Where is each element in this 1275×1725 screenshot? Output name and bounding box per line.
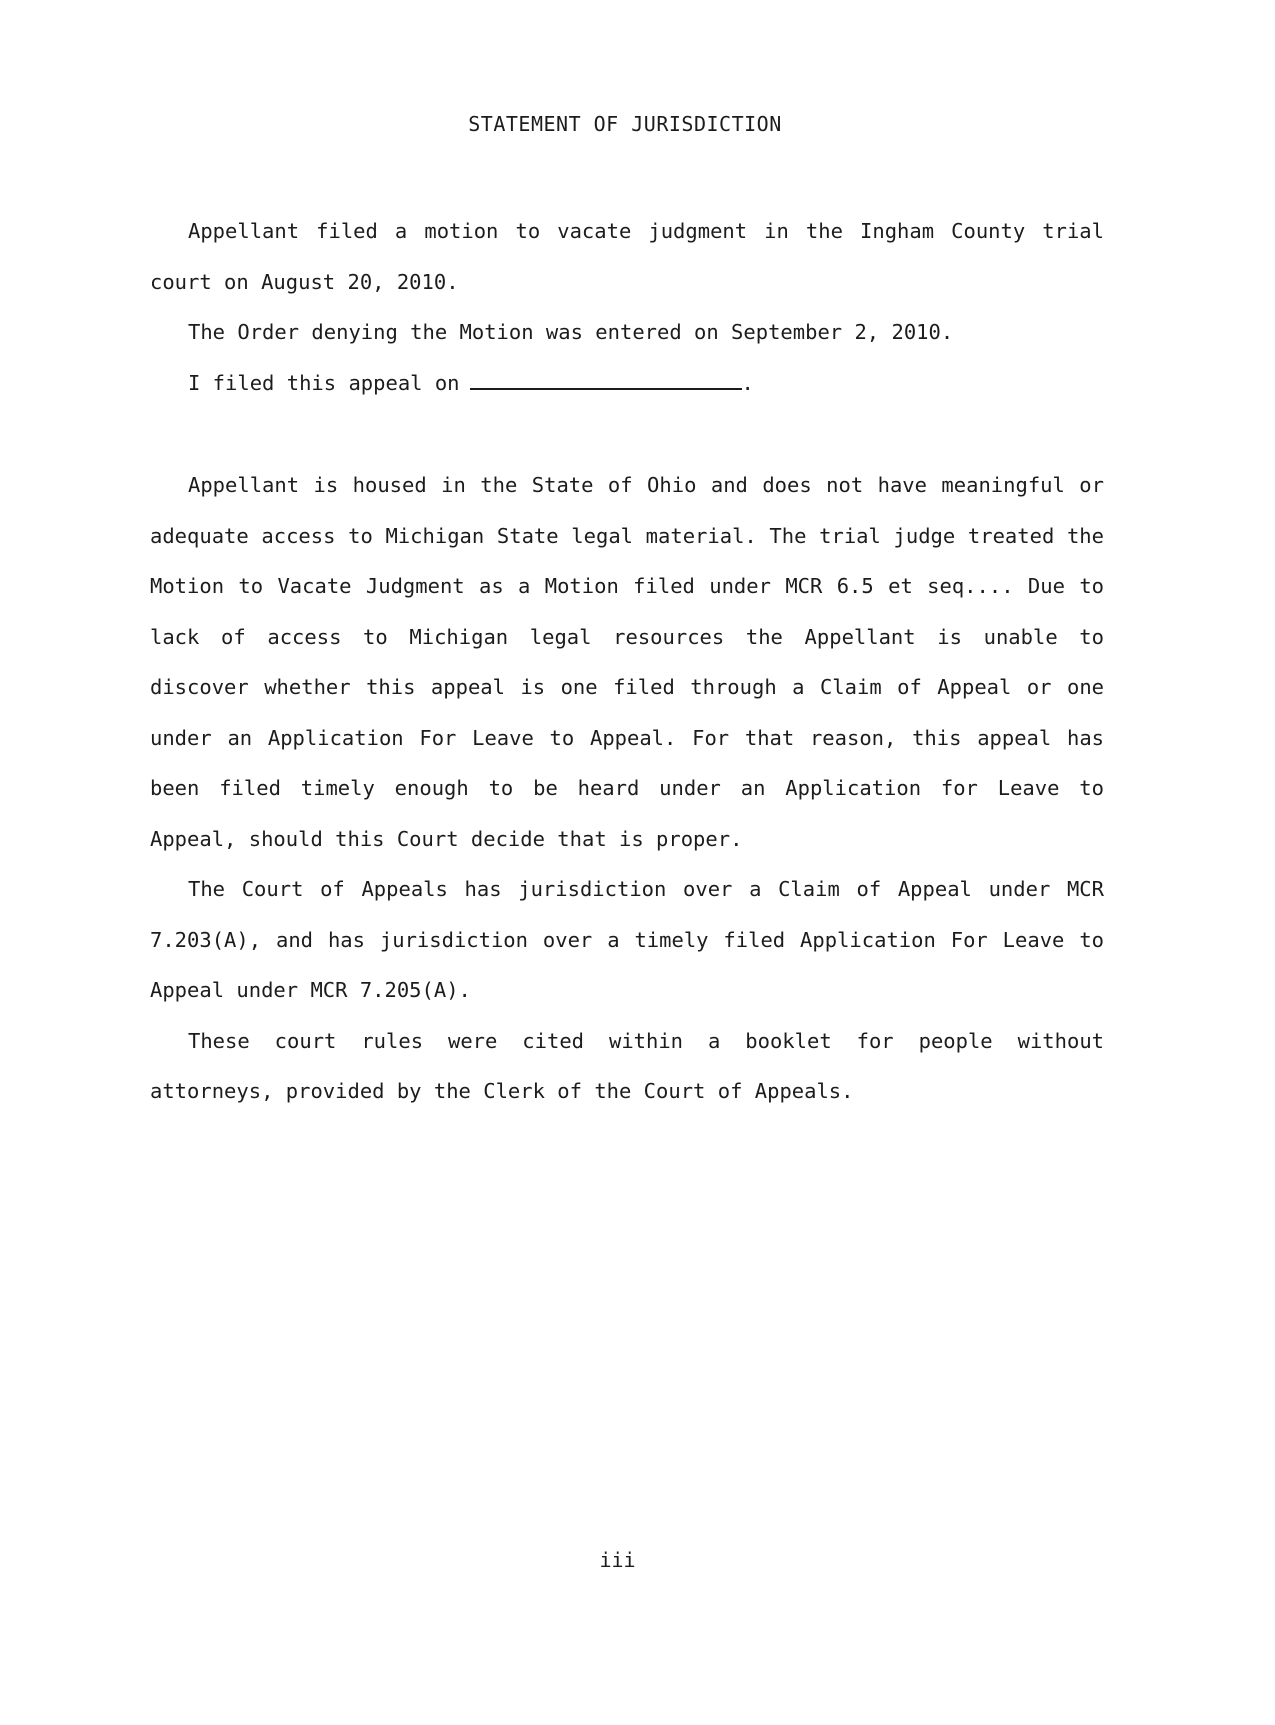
jurisdiction-explanation (150, 460, 1104, 1117)
filing-history (150, 206, 1104, 408)
page-title: STATEMENT OF JURISDICTION (468, 112, 782, 136)
motion-filed-paragraph: Appellant filed a motion to vacate judgment in the Ingham County trial court on August 20, 2010. (150, 219, 1104, 294)
appeal-date-blank-line (470, 370, 742, 390)
appeal-filed-period: . (741, 370, 754, 395)
page-number: iii (599, 1548, 636, 1572)
court-rules-source-paragraph: These court rules were cited within a booklet for people without attorneys, provided by the Clerk of the Court of Appeals. (150, 1028, 1104, 1103)
appeal-filed-label: I filed this appeal on (188, 370, 460, 395)
appeal-filed-line (150, 358, 1104, 409)
access-paragraph: Appellant is housed in the State of Ohio and does not have meaningful or adequate access to Michigan State legal material. The trial judge treated the Motion to Vacate Judgment as a Motion filed under MCR 6.5 et seq.... Due to lack of access to Michigan legal resources the Appellant is unable to discover whether this appeal is one filed through a Claim of Appeal or one under an Application For Leave to Appeal. For that reason, this appeal has been filed timely enough to be heard under an Application for Leave to Appeal, should this Court decide that is proper. (150, 473, 1104, 851)
order-entered-line: The Order denying the Motion was entered on September 2, 2010. (188, 320, 954, 344)
court-jurisdiction-paragraph: The Court of Appeals has jurisdiction over a Claim of Appeal under MCR 7.203(A), and has jurisdiction over a timely filed Application For Leave to Appeal under MCR 7.205(A). (150, 877, 1104, 1002)
